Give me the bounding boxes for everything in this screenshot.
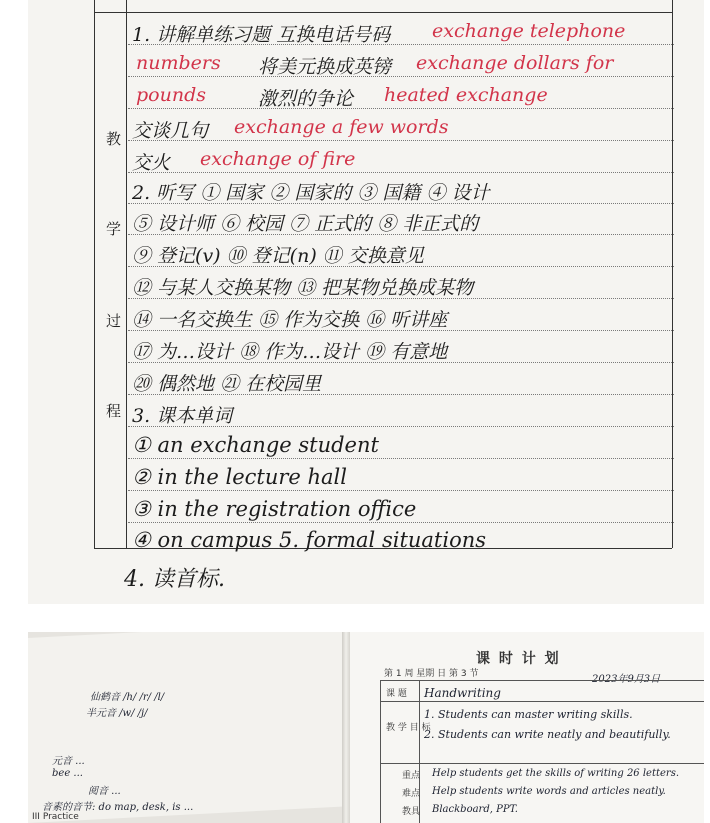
note-line: 交谈几句 [132,120,209,142]
left-note-line: 阅音 ... [88,786,121,797]
row-value: Help students write words and articles neatly. [432,786,666,797]
ruled-line [128,522,674,523]
row-value: 2. Students can write neatly and beautifully. [424,728,671,741]
side-label: 过 [106,312,122,330]
row-value: Handwriting [424,686,501,700]
left-page [28,632,346,823]
note-line: 将美元换成英镑 [258,56,392,78]
ruled-line [128,140,674,141]
row-label: 重点 [402,771,421,781]
side-label: 学 [106,220,122,238]
left-note-line: 半元音 /w/ /j/ [86,708,148,719]
note-line-red: pounds [136,84,206,106]
note-line-red: exchange telephone [432,20,626,42]
note-line: ③ in the registration office [132,497,417,521]
note-line: ⑤ 设计师 ⑥ 校园 ⑦ 正式的 ⑧ 非正式的 [132,213,479,235]
row-label: 教具 [402,807,421,817]
side-label: 程 [106,402,122,420]
left-note-line: bee ... [52,768,83,779]
note-line: 交火 [132,152,171,174]
left-note-line: III Practice [32,812,79,822]
table-top-border [94,12,672,13]
ruled-line [128,108,674,109]
lesson-notebook-photo [28,0,704,604]
note-line: ⑭ 一名交换生 ⑮ 作为交换 ⑯ 听讲座 [132,309,448,331]
lesson-plan-photo [28,632,704,823]
note-line-red: numbers [136,52,221,74]
left-note-line: 音素的音节: do map, desk, is ... [42,802,194,813]
plan-date: 2023年9月3日 [592,674,661,685]
table-right-border [672,0,673,548]
ruled-line [128,490,674,491]
note-line-red: heated exchange [384,84,548,106]
plan-title: 课 时 计 划 [476,651,561,667]
week-row: 第 1 周 星期 日 第 3 节 [384,669,479,679]
note-line: ① an exchange student [132,433,379,457]
row-label: 课 题 [386,689,407,699]
note-line: ⑨ 登记(v) ⑩ 登记(n) ⑪ 交换意见 [132,245,424,267]
table-divider [126,0,127,548]
ruled-line [128,172,674,173]
note-line: ⑫ 与某人交换某物 ⑬ 把某物兑换成某物 [132,277,474,299]
book-spine [342,632,350,823]
note-line: 2. 听写 ① 国家 ② 国家的 ③ 国籍 ④ 设计 [132,182,490,204]
row-value: Help students get the skills of writing 26 letters. [432,768,680,779]
note-line: 激烈的争论 [258,88,354,110]
row-label: 难点 [402,789,421,799]
left-note-line: 元音 ... [52,756,85,767]
row-label: 教 学 目 标 [386,723,431,733]
note-line: ⑳ 偶然地 ㉑ 在校园里 [132,373,322,395]
side-label: 教 [106,130,122,148]
note-line: 3. 课本单词 [132,405,233,427]
ruled-line [128,76,674,77]
note-line-red: exchange a few words [234,116,449,138]
left-note-line: 仙鹤音 /h/ /r/ /l/ [90,692,165,703]
footer-note: 4. 读首标. [124,567,225,592]
note-line: 1. 讲解单练习题 互换电话号码 [132,24,391,46]
row-value: 1. Students can master writing skills. [424,708,633,721]
ruled-line [128,458,674,459]
note-line-red: exchange dollars for [416,52,614,74]
plan-table [380,680,704,823]
note-line: ⑰ 为…设计 ⑱ 作为…设计 ⑲ 有意地 [132,341,448,363]
table-left-border [94,0,95,548]
note-line: ② in the lecture hall [132,465,347,489]
note-line: ④ on campus 5. formal situations [132,528,487,552]
row-value: Blackboard, PPT. [432,804,518,815]
note-line-red: exchange of fire [200,148,356,170]
